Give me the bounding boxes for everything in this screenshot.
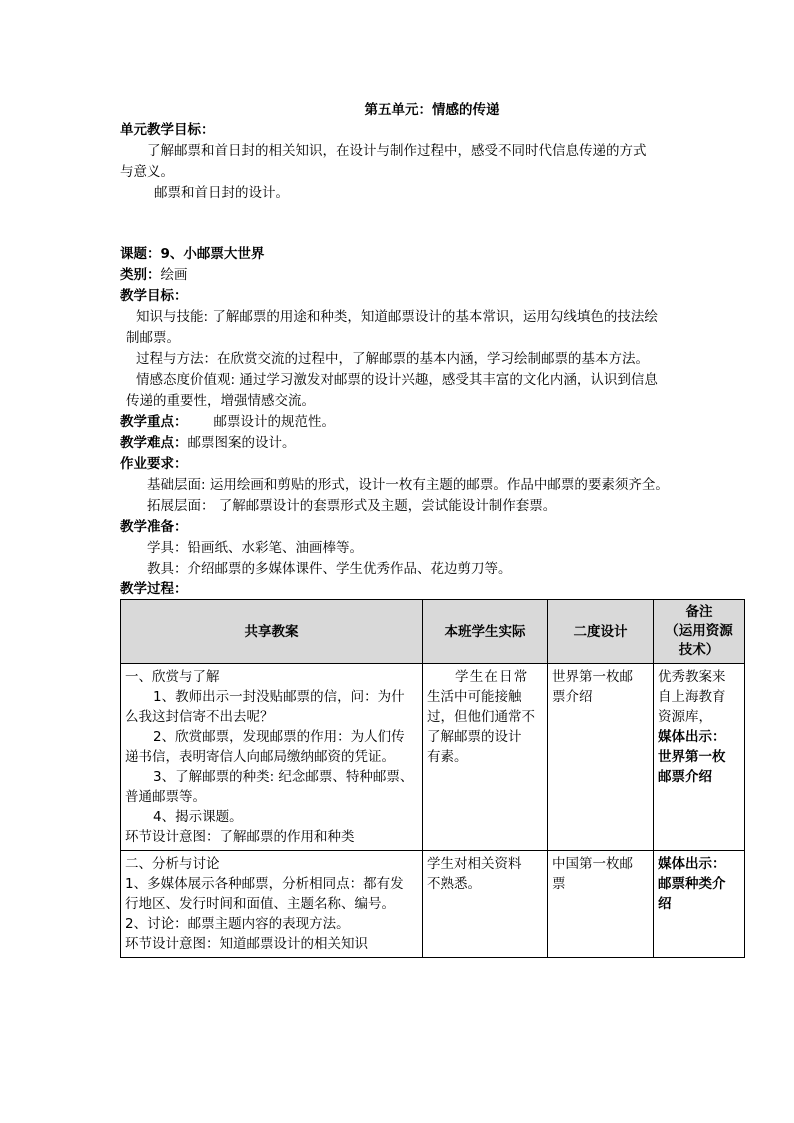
lesson-key [120, 412, 744, 433]
lesson-homework2: 拓展层面： 了解邮票设计的套票形式及主题，尝试能设计制作套票。 [147, 498, 557, 514]
lesson-category [120, 265, 744, 286]
row2-p3: 环节设计意图：知道邮票设计的相关知识 [125, 936, 368, 952]
row2-c3-l1: 中国第一枚邮 [552, 856, 633, 872]
row2-p1a: 1、多媒体展示各种邮票，分析相同点：都有发 [125, 876, 404, 892]
lesson-homework-label: 作业要求： [120, 456, 188, 472]
unit-goal-line1: 了解邮票和首日封的相关知识，在设计与制作过程中，感受不同时代信息传递的方式 [147, 143, 647, 159]
row2-c2-l1: 学生对相关资料 [427, 856, 522, 872]
unit-title: 第五单元：情感的传递 [364, 102, 500, 118]
lesson-prep1: 学具：铅画纸、水彩笔、油画棒等。 [147, 540, 363, 556]
row1-p1b: 么我这封信寄不出去呢？ [125, 709, 274, 725]
row1-c2-l1: 学生在日常 [455, 669, 529, 685]
row1-c4-l3: 资源库， [658, 709, 712, 725]
row1-c3-l2: 票介绍 [552, 689, 593, 705]
lesson-title-label: 课题： [120, 246, 161, 262]
header-remarks [654, 600, 745, 664]
lesson-goal3-line2: 传递的重要性，增强情感交流。 [126, 393, 315, 409]
lesson-process-label: 教学过程： [120, 581, 188, 597]
row1-c4-b1: 媒体出示： [658, 729, 726, 745]
row1-c2-l5: 有素。 [427, 749, 468, 765]
table-row [121, 664, 745, 851]
row1-remarks [654, 664, 745, 851]
row1-shared-plan [121, 664, 423, 851]
lesson-key-value: 邮票设计的规范性。 [213, 414, 335, 430]
document-page [120, 100, 744, 958]
row1-c4-l2: 自上海教育 [658, 689, 726, 705]
row2-p2: 2、讨论：邮票主题内容的表现方法。 [125, 916, 350, 932]
lesson-title-value: 9、小邮票大世界 [160, 246, 265, 262]
process-table [120, 599, 745, 958]
row1-p1a: 1、教师出示一封没贴邮票的信，问：为什 [153, 689, 405, 705]
lesson-difficulty-label: 教学难点： [120, 435, 188, 451]
row1-c4-b3: 邮票介绍 [658, 769, 712, 785]
lesson-difficulty-value: 邮票图案的设计。 [187, 435, 296, 451]
row1-p2a: 2、欣赏邮票，发现邮票的作用：为人们传 [153, 729, 405, 745]
row1-title: 一、欣赏与了解 [125, 669, 220, 685]
row1-p3a: 3、了解邮票的种类: 纪念邮票、特种邮票、 [153, 769, 414, 785]
lesson-key-label: 教学重点： [120, 414, 188, 430]
lesson-goal1-line2: 制邮票。 [126, 330, 180, 346]
lesson-goal1-line1: 知识与技能: 了解邮票的用途和种类，知道邮票设计的基本常识，运用勾线填色的技法绘 [136, 309, 658, 325]
lesson-goal-label: 教学目标： [120, 288, 188, 304]
lesson-goal3-line1: 情感态度价值观: 通过学习激发对邮票的设计兴趣，感受其丰富的文化内涵，认识到信息 [136, 372, 658, 388]
lesson-prep2: 教具：介绍邮票的多媒体课件、学生优秀作品、花边剪刀等。 [147, 561, 512, 577]
row1-student-actual [423, 664, 548, 851]
row1-c2-l2: 生活中可能接触 [427, 689, 522, 705]
header-student-actual: 本班学生实际 [423, 600, 548, 664]
header-remarks-line2: （运用资源 [665, 623, 733, 639]
header-second-design: 二度设计 [548, 600, 654, 664]
row2-p1b: 行地区、发行时间和面值、主题名称、编号。 [125, 896, 395, 912]
row1-p2b: 递书信，表明寄信人向邮局缴纳邮资的凭证。 [125, 749, 395, 765]
table-header-row [121, 600, 745, 664]
row1-c2-l4: 了解邮票的设计 [427, 729, 522, 745]
row2-shared-plan [121, 851, 423, 958]
header-remarks-line1: 备注 [685, 604, 713, 620]
lesson-homework1: 基础层面: 运用绘画和剪贴的形式，设计一枚有主题的邮票。作品中邮票的要素须齐全。 [147, 477, 669, 493]
header-shared-plan: 共享教案 [121, 600, 423, 664]
row2-c3-l2: 票 [552, 876, 566, 892]
lesson-goal2: 过程与方法：在欣赏交流的过程中，了解邮票的基本内涵，学习绘制邮票的基本方法。 [136, 351, 649, 367]
row2-c2-l2: 不熟悉。 [427, 876, 481, 892]
unit-goal-line2: 与意义。 [120, 164, 174, 180]
lesson-title [120, 244, 744, 265]
row1-p5: 环节设计意图：了解邮票的作用和种类 [125, 829, 355, 845]
row1-c3-l1: 世界第一枚邮 [552, 669, 633, 685]
lesson-difficulty [120, 433, 744, 454]
row1-p4: 4、揭示课题。 [153, 809, 243, 825]
lesson-prep-label: 教学准备： [120, 519, 188, 535]
row1-c4-b2: 世界第一枚 [658, 749, 726, 765]
row1-c4-l1: 优秀教案来 [658, 669, 726, 685]
header-remarks-line3: 技术） [678, 642, 720, 658]
row2-remarks [654, 851, 745, 958]
lesson-category-label: 类别： [120, 267, 161, 283]
row1-second-design [548, 664, 654, 851]
table-row [121, 851, 745, 958]
lesson-category-value: 绘画 [160, 267, 188, 283]
unit-goal-line3: 邮票和首日封的设计。 [154, 185, 289, 201]
row2-second-design [548, 851, 654, 958]
row2-c4-b1: 媒体出示： [658, 856, 726, 872]
row2-student-actual [423, 851, 548, 958]
row1-p3b: 普通邮票等。 [125, 789, 206, 805]
unit-goal-heading: 单元教学目标： [120, 122, 215, 138]
row2-c4-b2: 邮票种类介 [658, 876, 726, 892]
row2-title: 二、分析与讨论 [125, 856, 220, 872]
row1-c2-l3: 过，但他们通常不 [427, 709, 535, 725]
row2-c4-b3: 绍 [658, 896, 672, 912]
